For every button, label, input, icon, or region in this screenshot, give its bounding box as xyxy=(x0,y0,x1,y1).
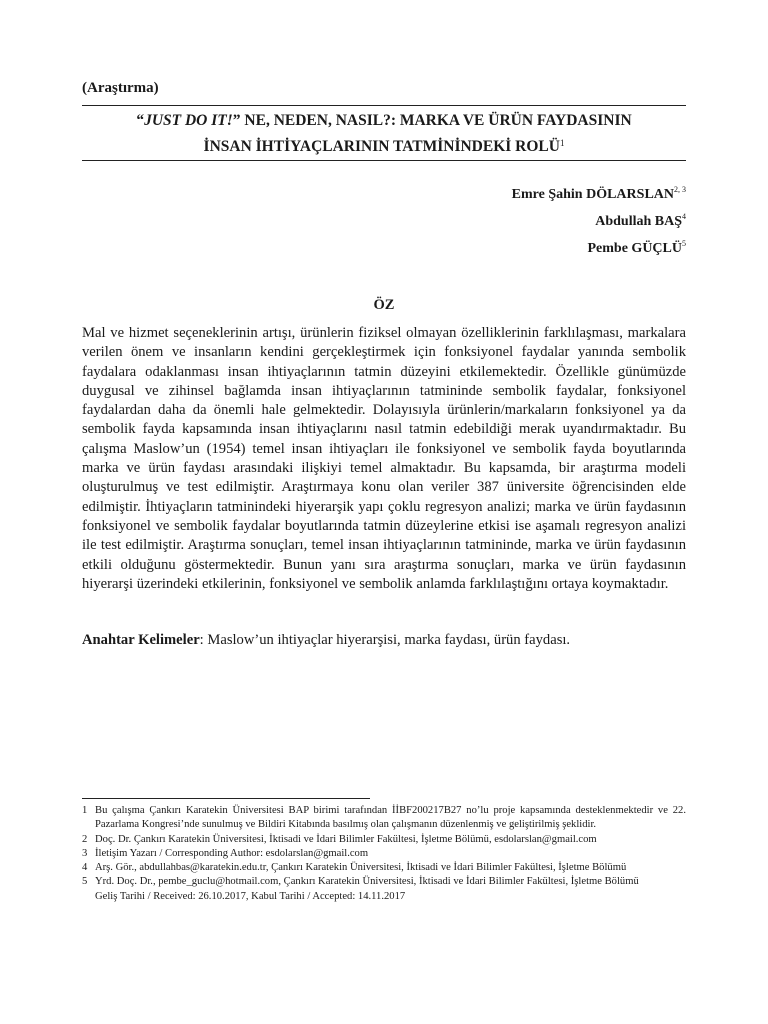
submission-dates: Geliş Tarihi / Received: 26.10.2017, Kabul Tarihi / Accepted: 14.11.2017 xyxy=(95,890,406,902)
author-affiliation-ref: 2, 3 xyxy=(674,185,686,194)
author xyxy=(512,234,686,261)
footnotes xyxy=(82,804,686,904)
author-name: Emre Şahin DÖLARSLAN xyxy=(511,187,674,202)
footnote-text: Yrd. Doç. Dr., pembe_guclu@hotmail.com, Çankırı Karatekin Üniversitesi, İktisadi ve İdari Bilimler Fakültesi, İşletme Bölümü xyxy=(95,876,639,888)
footnote-number: 2 xyxy=(82,833,88,845)
author-list xyxy=(512,180,686,261)
title-footnote-ref: 1 xyxy=(559,138,565,148)
title-line-2 xyxy=(82,132,686,158)
footnote xyxy=(82,861,686,875)
footnote-number: 3 xyxy=(82,847,88,859)
paper-title xyxy=(82,110,686,158)
author xyxy=(512,207,686,234)
title-quote: “ xyxy=(136,112,145,129)
title-rest: ” NE, NEDEN, NASIL?: MARKA VE ÜRÜN FAYDASININ xyxy=(232,112,632,129)
footnote-text: Arş. Gör., abdullahbas@karatekin.edu.tr, Çankırı Karatekin Üniversitesi, İktisadi ve İdari Bilimler Fakültesi, İşletme Bölümü xyxy=(95,862,627,874)
abstract-heading: ÖZ xyxy=(373,297,395,313)
footnote xyxy=(82,875,686,889)
footnote xyxy=(82,804,686,833)
title-bottom-rule xyxy=(82,160,686,161)
keywords-text: : Maslow’un ihtiyaçlar hiyerarşisi, marka faydası, ürün faydası. xyxy=(199,632,571,648)
footnote-number: 5 xyxy=(82,876,88,888)
author-affiliation-ref: 5 xyxy=(682,239,686,248)
author-name: Pembe GÜÇLÜ xyxy=(587,241,682,256)
author xyxy=(512,180,686,207)
footnote xyxy=(82,833,686,847)
author-name: Abdullah BAŞ xyxy=(595,214,682,229)
footnote-text: İletişim Yazarı / Corresponding Author: esdolarslan@gmail.com xyxy=(95,847,369,859)
keywords-label: Anahtar Kelimeler xyxy=(82,632,200,648)
footnote-text: Doç. Dr. Çankırı Karatekin Üniversitesi, İktisadi ve İdari Bilimler Fakültesi, İşletme Bölümü, esdolarslan@gmail.com xyxy=(95,833,597,845)
footnote-text: Bu çalışma Çankırı Karatekin Üniversitesi BAP birimi tarafından İİBF200217B27 no’lu proje kapsamında desteklenmektedir ve 22. Pazarlama Kongresi’nde sunulmuş ve Bildiri Kitabında basılmış olan çalışmanın düzenlenmiş ve geliştirilmiş şeklidir. xyxy=(95,805,686,831)
footnote xyxy=(82,847,686,861)
footnote-number: 1 xyxy=(82,805,88,816)
article-type: (Araştırma) xyxy=(82,80,159,96)
title-line-1 xyxy=(82,110,686,132)
abstract-text: Mal ve hizmet seçeneklerinin artışı, ürünlerin fiziksel olmayan özelliklerinin farklılaşması, markalara verilen önem ve insanların kendini gerçekleştirmek için fonksiyonel faydalar yanında sembolik faydalara odaklanması insan ihtiyaçlarının tatmin düzeyini etkilemektedir. Özellikle günümüzde duygusal ve zihinsel bağlamda insan ihtiyaçlarının tatmininde sembolik faydalar, fonksiyonel faydalardan daha da önemli hale gelmektedir. Dolayısıyla ürünlerin/markaların fonksiyonel ya da sembolik fayda kapsamında insan ihtiyaçlarını nasıl tatmin edebildiği merak uyandırmaktadır. Bu çalışma Maslow’un (1954) temel insan ihtiyaçları ile fonksiyonel ve sembolik fayda boyutlarında marka ve ürün faydası arasındaki ilişkiyi temel almaktadır. Bu kapsamda, bir araştırma modeli oluşturulmuş ve test edilmiştir. Araştırmaya konu olan veriler 387 üniversite öğrencisinden elde edilmiştir. İhtiyaçların tatminindeki hiyerarşik yapı çoklu regresyon analizi; marka ve ürün faydasının fonksiyonel ve sembolik faydalar boyutlarında tatmin düzeylerine etkisi ise aşamalı regresyon analizi ile test edilmiştir. Araştırma sonuçları, temel insan ihtiyaçlarının tatmininde, marka ve ürün faydasının etkili olduğunu göstermektedir. Bunun yanı sıra araştırma sonuçları, marka ve ürün faydasının hiyerarşi üzerindeki etkilerinin, fonksiyonel ve sembolik anlamda farklılaştığını ortaya koymaktadır. xyxy=(82,325,686,592)
footnote-number: 4 xyxy=(82,862,88,874)
keywords xyxy=(82,631,686,650)
title-line-2-text: İNSAN İHTİYAÇLARININ TATMİNİNDEKİ ROLÜ xyxy=(203,138,560,155)
footnote-rule xyxy=(82,798,370,799)
author-affiliation-ref: 4 xyxy=(682,212,686,221)
title-italic: JUST DO IT! xyxy=(144,112,233,129)
title-top-rule xyxy=(82,105,686,106)
